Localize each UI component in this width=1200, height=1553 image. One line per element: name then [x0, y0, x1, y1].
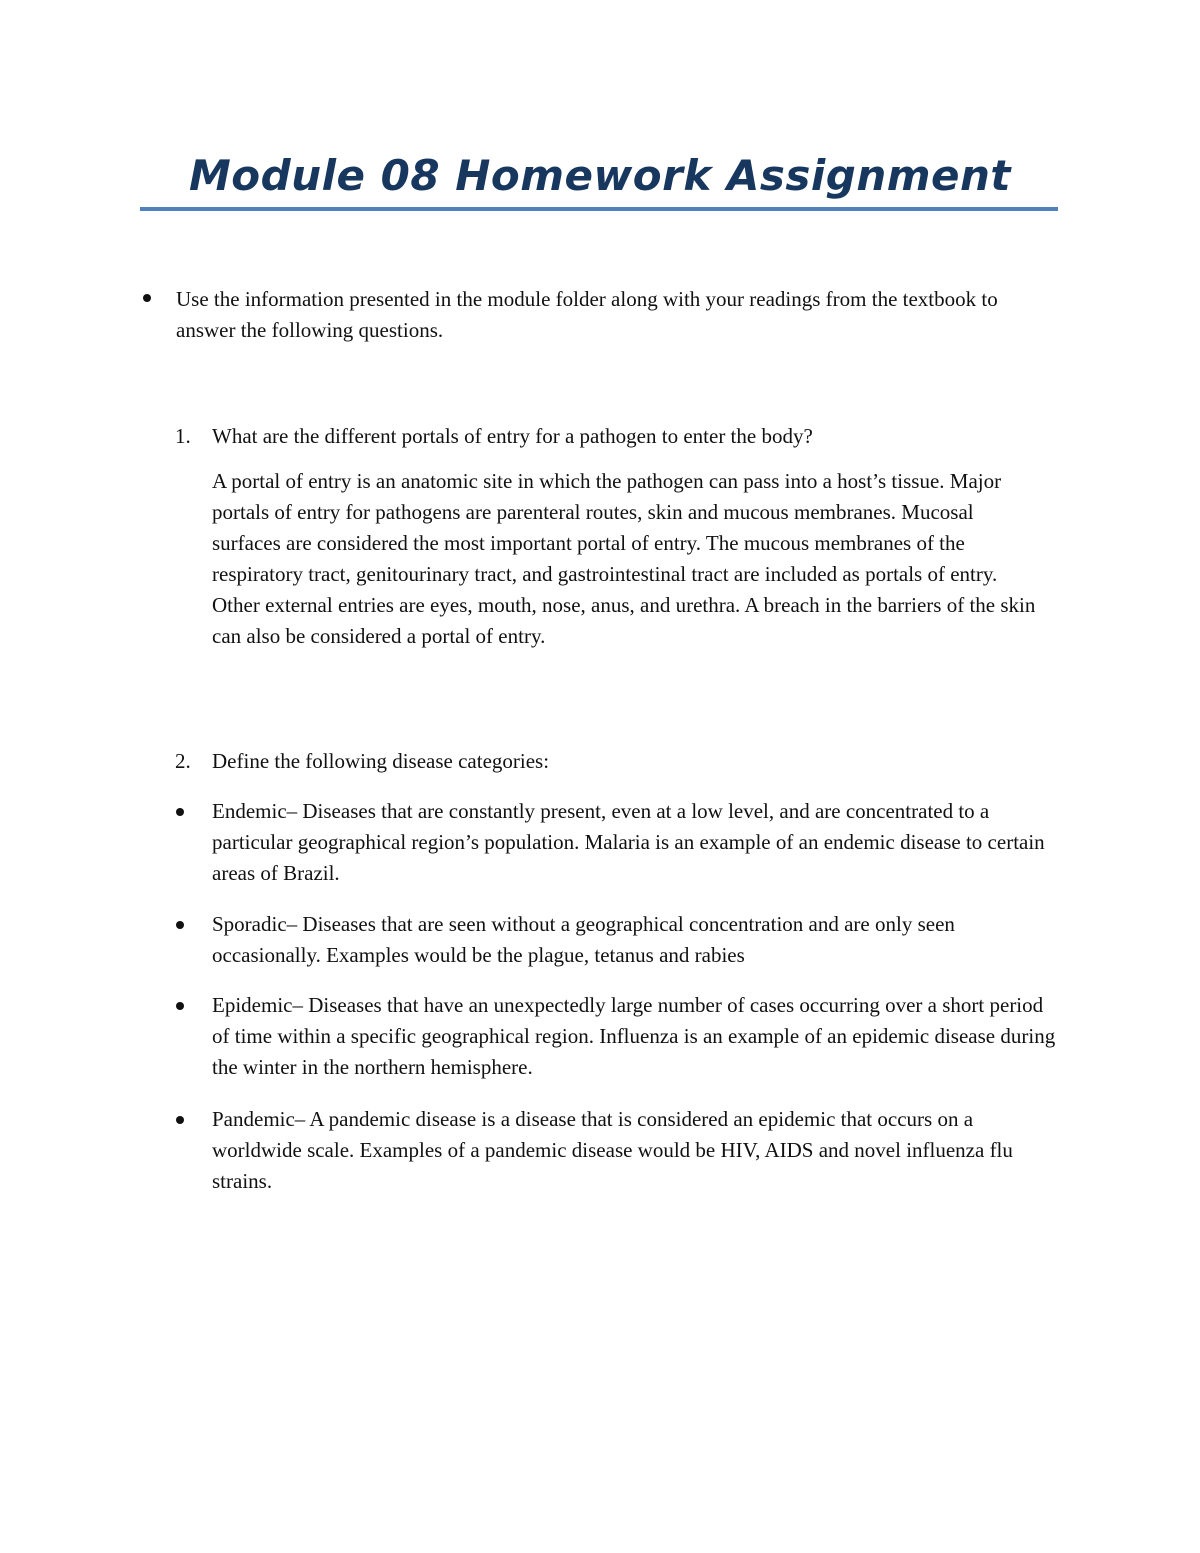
- title-underline: [140, 207, 1058, 211]
- bullet-icon: [176, 808, 184, 816]
- category-pandemic: Pandemic– A pandemic disease is a disease that is considered an epidemic that occurs on a worldwide scale. Examples of a pandemic disease would be HIV, AIDS and novel influenza flu strains.: [212, 1107, 1013, 1193]
- category-endemic: Endemic– Diseases that are constantly present, even at a low level, and are concentrated to a particular geographical region’s population. Malaria is an example of an endemic disease to certain areas of Brazil.: [212, 799, 1045, 885]
- question-1-text: What are the different portals of entry for a pathogen to enter the body?: [212, 424, 813, 448]
- page-title: Module 08 Homework Assignment: [189, 151, 1011, 200]
- question-1-answer: A portal of entry is an anatomic site in which the pathogen can pass into a host’s tissue. Major portals of entry for pathogens are parenteral routes, skin and mucous membranes. Mucosal surfaces are considered the most important portal of entry. The mucous membranes of the respiratory tract, genitourinary tract, and gastrointestinal tract are included as portals of entry. Other external entries are eyes, mouth, nose, anus, and urethra. A breach in the barriers of the skin can also be considered a portal of entry.: [212, 469, 1036, 648]
- category-sporadic: Sporadic– Diseases that are seen without a geographical concentration and are only seen occasionally. Examples would be the plague, tetanus and rabies: [212, 912, 955, 967]
- question-2-number: 2.: [175, 749, 191, 773]
- category-epidemic: Epidemic– Diseases that have an unexpectedly large number of cases occurring over a short period of time within a specific geographical region. Influenza is an example of an epidemic disease during the winter in the northern hemisphere.: [212, 993, 1056, 1079]
- bullet-icon: [143, 294, 151, 302]
- bullet-icon: [176, 921, 184, 929]
- bullet-icon: [176, 1002, 184, 1010]
- intro-text: Use the information presented in the module folder along with your readings from the textbook to answer the following questions.: [176, 287, 998, 342]
- question-1-number: 1.: [175, 424, 191, 448]
- bullet-icon: [176, 1116, 184, 1124]
- question-2-text: Define the following disease categories:: [212, 749, 550, 773]
